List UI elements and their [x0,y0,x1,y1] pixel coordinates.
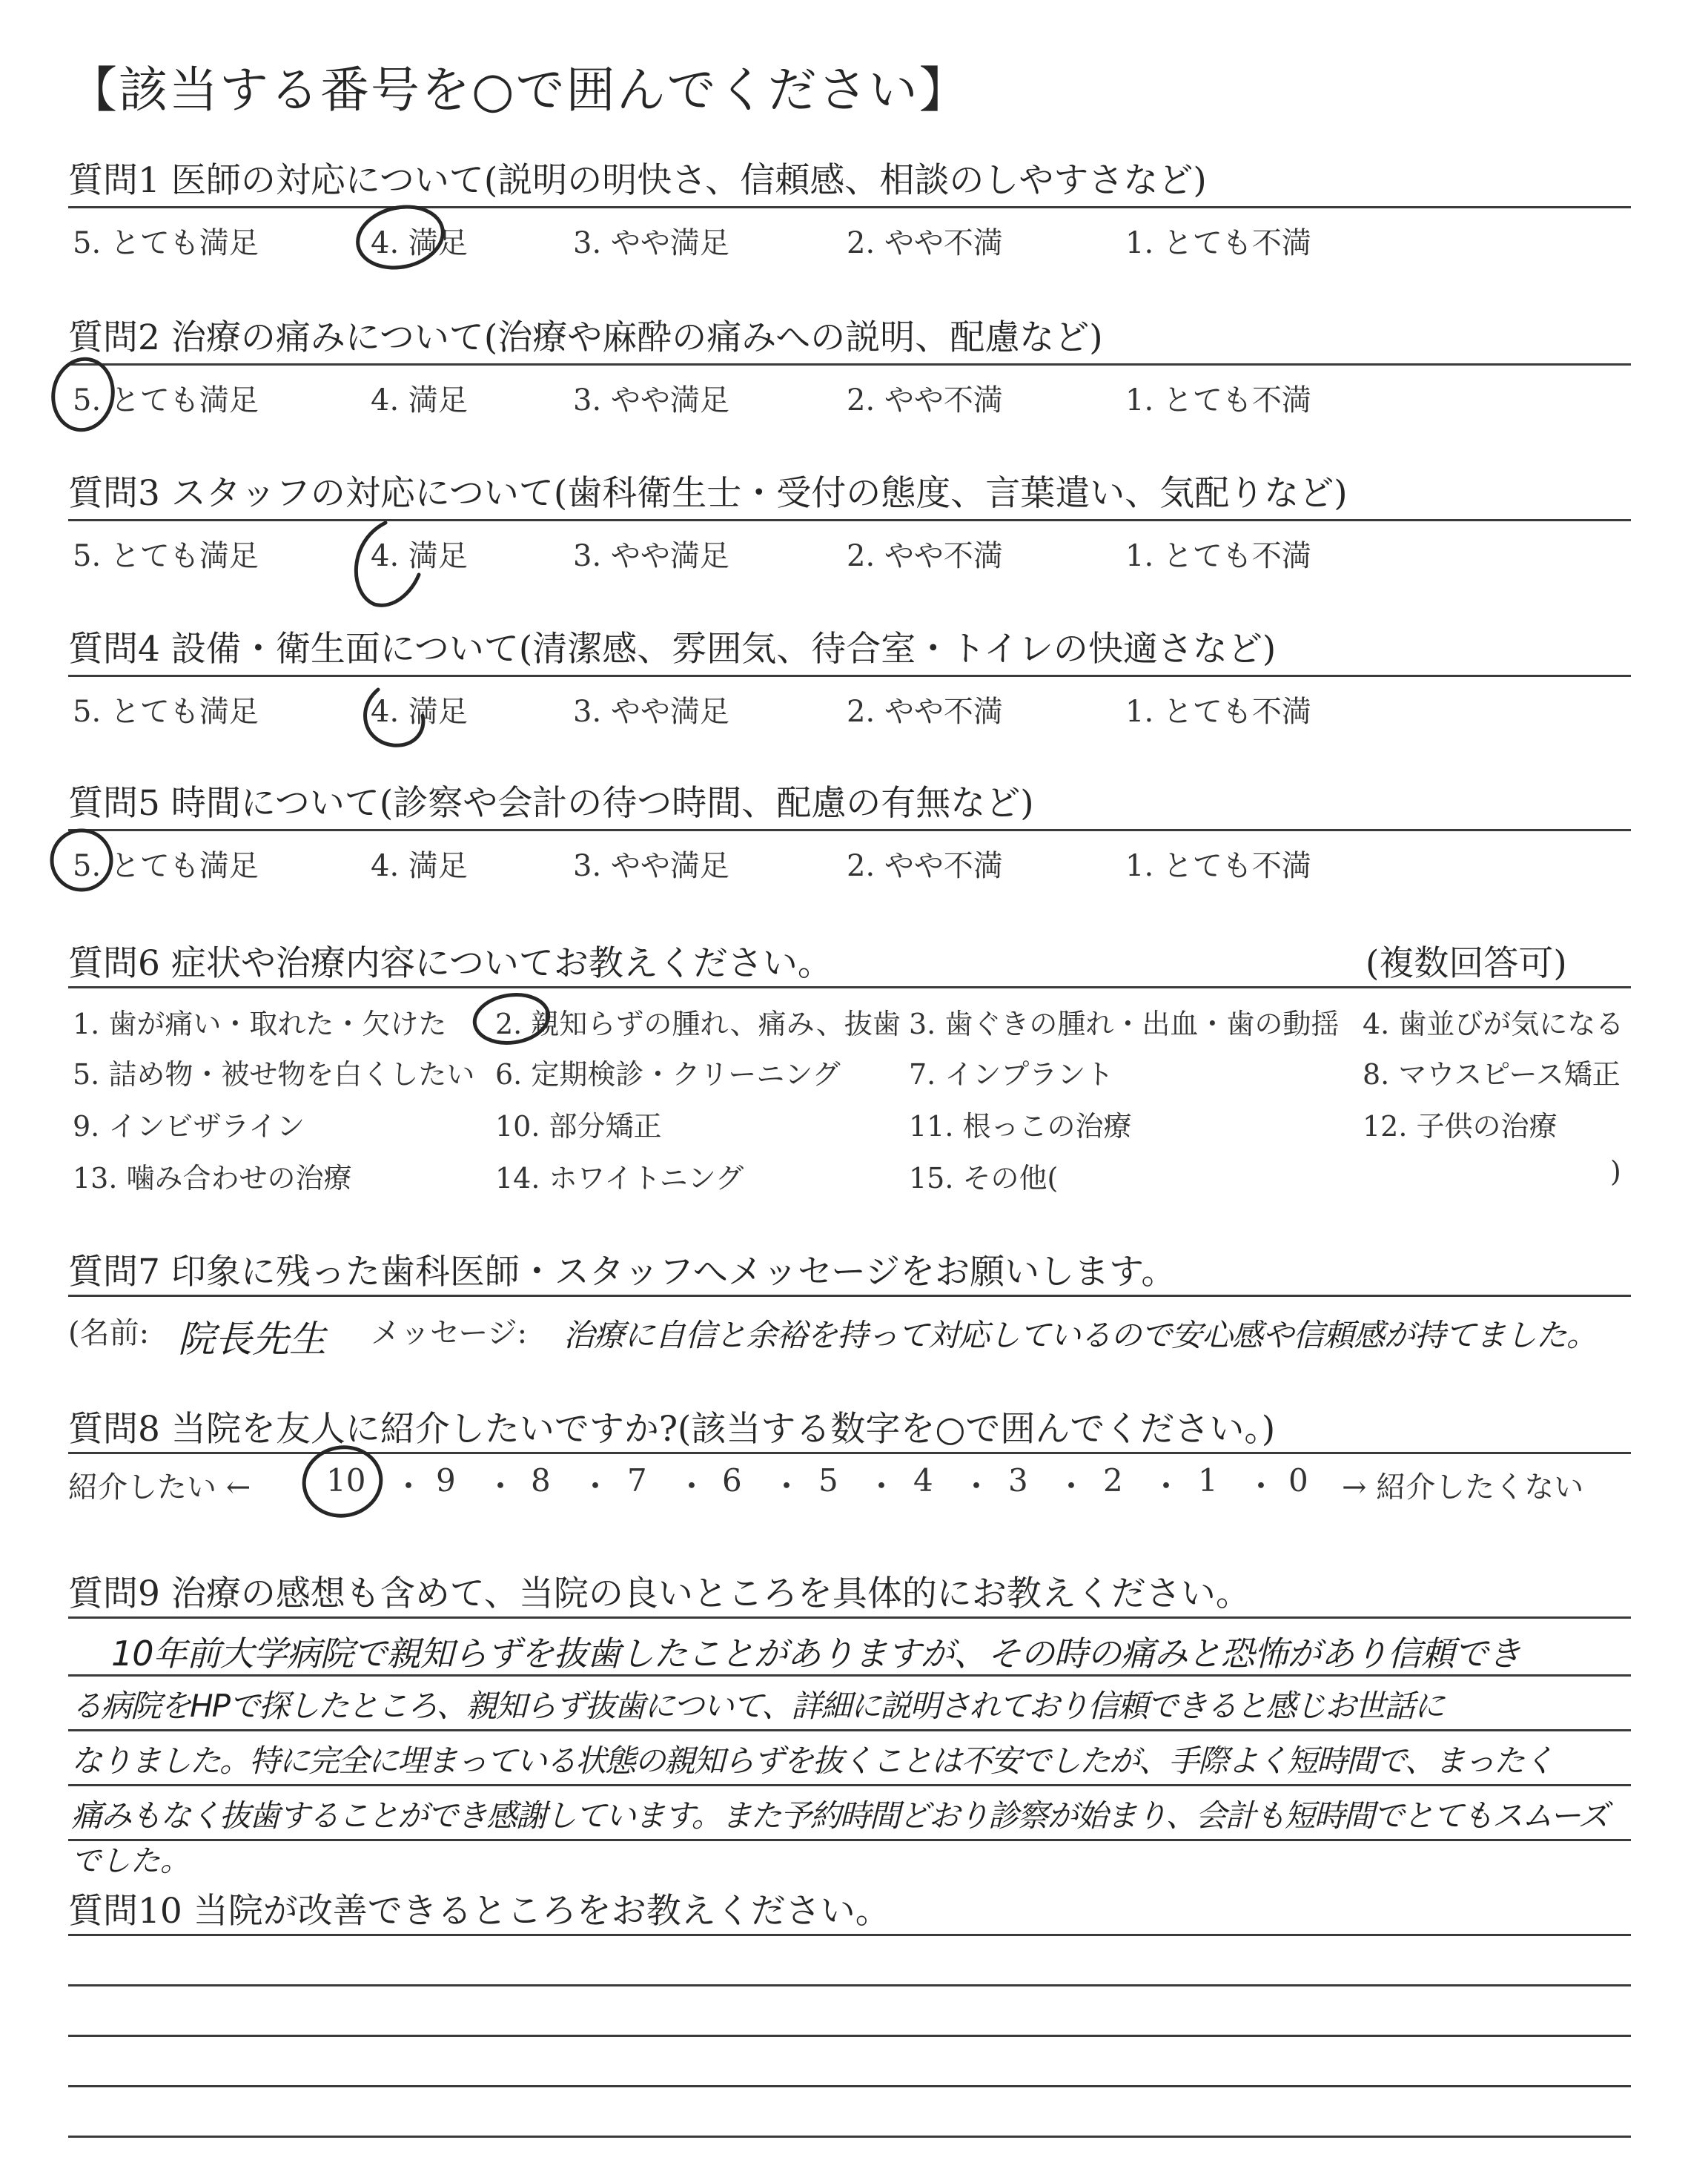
question-4-title: 質問4 設備・衛生面について(清潔感、雰囲気、待合室・トイレの快適さなど) [68,629,1277,670]
question-6-title: 質問6 症状や治療内容についてお教えください。 [68,943,833,984]
q6-option-14[interactable]: 14. ホワイトニング [495,1162,744,1195]
q8-scale-1[interactable]: 1 [1198,1462,1218,1499]
q9-answer-line-1[interactable]: 10年前大学病院で親知らずを抜歯したことがありますが、その時の痛みと恐怖があり信頼でき [111,1634,1521,1674]
q6-option-9[interactable]: 9. インビザライン [73,1110,305,1143]
q9-answer-line-3[interactable]: なりました。特に完全に埋まっている状態の親知らずを抜くことは不安でしたが、手際よく短時間で、まったく [71,1743,1554,1779]
q8-sep-1: ・ [393,1468,425,1505]
question-4-rule [68,675,1631,677]
q6-option-6[interactable]: 6. 定期検診・クリーニング [495,1058,841,1091]
q2-option-4[interactable]: 4. 満足 [371,383,468,417]
q7-message-label: メッセージ: [371,1316,528,1350]
q6-option-10[interactable]: 10. 部分矯正 [495,1110,662,1143]
question-9-title: 質問9 治療の感想も含めて、当院の良いところを具体的にお教えください。 [68,1573,1251,1614]
q5-option-3[interactable]: 3. やや満足 [573,849,729,883]
q8-scale-6[interactable]: 6 [722,1462,742,1499]
q9-answer-line-5[interactable]: でした。 [71,1844,190,1878]
question-10-rule-4 [68,2085,1631,2087]
q8-scale-10[interactable]: 10 [326,1462,366,1499]
q5-option-2[interactable]: 2. やや不満 [847,849,1003,883]
q8-sep-6: ・ [866,1468,898,1505]
q2-option-5[interactable]: 5. とても満足 [73,383,259,417]
question-9-rule-4 [68,1784,1631,1786]
q6-option-5[interactable]: 5. 詰め物・被せ物を白くしたい [73,1058,475,1091]
q8-sep-2: ・ [485,1468,517,1505]
q4-option-3[interactable]: 3. やや満足 [573,695,729,729]
q8-sep-9: ・ [1151,1468,1182,1505]
question-9-rule-1 [68,1616,1631,1619]
q8-scale-8[interactable]: 8 [531,1462,551,1499]
q8-sep-7: ・ [961,1468,993,1505]
q6-option-13[interactable]: 13. 噛み合わせの治療 [73,1162,352,1195]
q6-option-8[interactable]: 8. マウスピース矯正 [1363,1058,1621,1091]
question-3-title: 質問3 スタッフの対応について(歯科衛生士・受付の態度、言葉遣い、気配りなど) [68,473,1348,514]
q8-scale-2[interactable]: 2 [1103,1462,1123,1499]
question-10-rule-5 [68,2136,1631,2138]
q4-option-5[interactable]: 5. とても満足 [73,695,259,729]
q9-answer-line-2[interactable]: る病院をHPで探したところ、親知らず抜歯について、詳細に説明されており信頼できると感じお世話に [71,1688,1444,1724]
q3-option-3[interactable]: 3. やや満足 [573,539,729,573]
question-8-rule [68,1452,1631,1454]
q9-answer-line-4[interactable]: 痛みもなく抜歯することができ感謝しています。また予約時間どおり診察が始まり、会計も短時間でとてもスムーズ [71,1797,1608,1834]
q8-scale-4[interactable]: 4 [913,1462,933,1499]
question-5-rule [68,829,1631,831]
q3-option-2[interactable]: 2. やや不満 [847,539,1003,573]
q1-option-5[interactable]: 5. とても満足 [73,226,259,260]
question-8-title: 質問8 当院を友人に紹介したいですか?(該当する数字を○で囲んでください。) [68,1409,1276,1450]
q8-scale-7[interactable]: 7 [627,1462,647,1499]
question-6-note: (複数回答可) [1366,943,1567,984]
q8-scale-0[interactable]: 0 [1288,1462,1308,1499]
question-1-rule [68,206,1631,208]
q7-name-value[interactable]: 院長先生 [178,1318,326,1361]
question-9-rule-3 [68,1729,1631,1731]
q6-option-7[interactable]: 7. インプラント [909,1058,1114,1091]
q2-option-3[interactable]: 3. やや満足 [573,383,729,417]
q8-scale-3[interactable]: 3 [1008,1462,1028,1499]
question-3-rule [68,519,1631,521]
q6-option-15-close: ) [1610,1155,1621,1188]
question-2-title: 質問2 治療の痛みについて(治療や麻酔の痛みへの説明、配慮など) [68,317,1103,358]
q8-left-label: 紹介したい ← [68,1470,251,1505]
q3-option-1[interactable]: 1. とても不満 [1125,539,1311,573]
q2-option-2[interactable]: 2. やや不満 [847,383,1003,417]
q8-sep-4: ・ [676,1468,708,1505]
q8-sep-8: ・ [1056,1468,1088,1505]
q7-name-label: (名前: [68,1316,150,1350]
q6-option-3[interactable]: 3. 歯ぐきの腫れ・出血・歯の動揺 [909,1008,1340,1040]
form-header: 【該当する番号を○で囲んでください】 [68,62,970,119]
q6-option-12[interactable]: 12. 子供の治療 [1363,1110,1558,1143]
q7-message-value[interactable]: 治療に自信と余裕を持って対応しているので安心感や信頼感が持てました。 [563,1317,1598,1353]
q1-option-3[interactable]: 3. やや満足 [573,226,729,260]
question-6-rule [68,986,1631,988]
q5-option-4[interactable]: 4. 満足 [371,849,468,883]
q6-option-4[interactable]: 4. 歯並びが気になる [1363,1008,1624,1040]
q4-option-4[interactable]: 4. 満足 [371,695,468,729]
question-10-rule-1 [68,1934,1631,1936]
q3-option-4[interactable]: 4. 満足 [371,539,468,573]
question-2-rule [68,363,1631,366]
q3-option-5[interactable]: 5. とても満足 [73,539,259,573]
q6-option-15[interactable]: 15. その他( [909,1162,1059,1195]
question-7-rule [68,1295,1631,1297]
question-9-rule-5 [68,1839,1631,1841]
q6-option-2[interactable]: 2. 親知らずの腫れ、痛み、抜歯 [495,1008,901,1040]
question-7-title: 質問7 印象に残った歯科医師・スタッフへメッセージをお願いします。 [68,1252,1176,1292]
q8-sep-3: ・ [580,1468,612,1505]
question-10-rule-2 [68,1984,1631,1986]
q5-option-1[interactable]: 1. とても不満 [1125,849,1311,883]
q4-option-1[interactable]: 1. とても不満 [1125,695,1311,729]
question-5-title: 質問5 時間について(診察や会計の待つ時間、配慮の有無など) [68,783,1034,824]
q5-option-5[interactable]: 5. とても満足 [73,849,259,883]
q6-option-11[interactable]: 11. 根っこの治療 [909,1110,1132,1143]
q2-option-1[interactable]: 1. とても不満 [1125,383,1311,417]
q8-sep-5: ・ [771,1468,803,1505]
question-10-rule-3 [68,2035,1631,2037]
question-1-title: 質問1 医師の対応について(説明の明快さ、信頼感、相談のしやすさなど) [68,160,1207,201]
q8-right-label: → 紹介したくない [1342,1470,1584,1505]
q6-option-1[interactable]: 1. 歯が痛い・取れた・欠けた [73,1008,447,1040]
q1-option-4[interactable]: 4. 満足 [371,226,468,260]
q8-sep-10: ・ [1245,1468,1277,1505]
q1-option-2[interactable]: 2. やや不満 [847,226,1003,260]
q8-scale-9[interactable]: 9 [436,1462,456,1499]
question-10-title: 質問10 当院が改善できるところをお教えください。 [68,1891,890,1932]
q8-scale-5[interactable]: 5 [818,1462,838,1499]
q4-option-2[interactable]: 2. やや不満 [847,695,1003,729]
q1-option-1[interactable]: 1. とても不満 [1125,226,1311,260]
